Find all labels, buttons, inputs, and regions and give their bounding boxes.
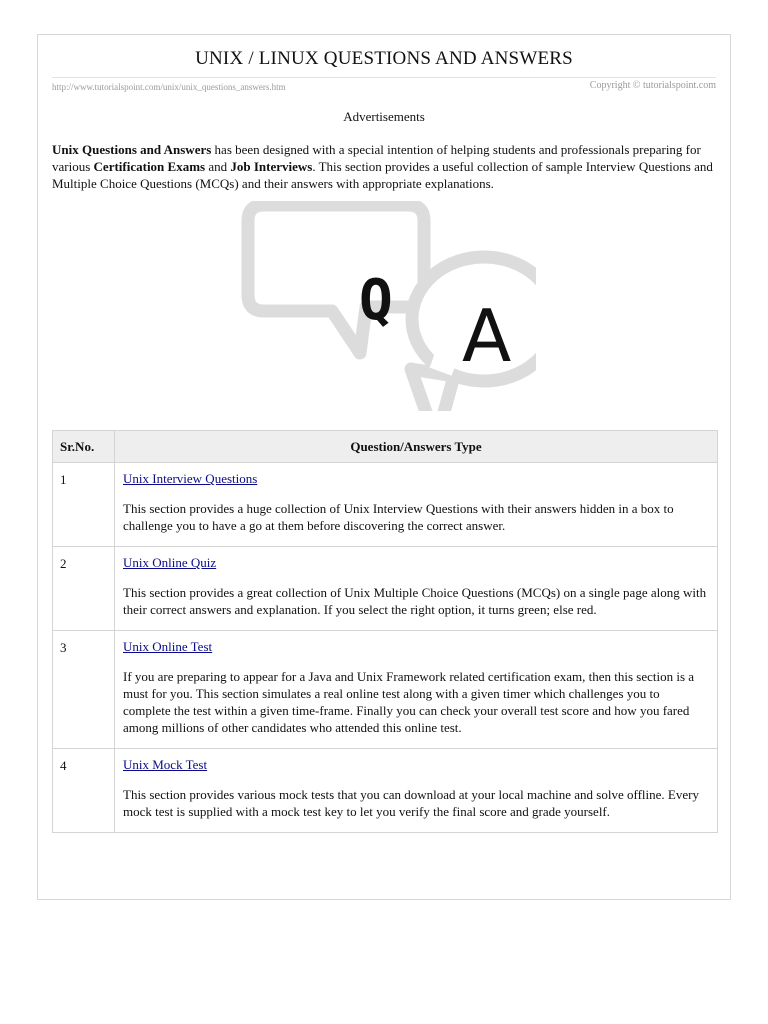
intro-bold-title: Unix Questions and Answers (52, 142, 212, 157)
table-row (53, 463, 718, 547)
a-letter: A (462, 294, 512, 378)
intro-bold-cert: Certification Exams (93, 159, 206, 174)
row-content (115, 749, 718, 833)
page-title: UNIX / LINUX QUESTIONS AND ANSWERS (195, 48, 573, 69)
row-description: This section provides various mock tests that you can download at your local machine and solve offline. Every mock test is supplied with a mock test key to let you verify the final score and grade yourself. (123, 787, 699, 819)
row-sr-number: 1 (53, 463, 115, 547)
advertisements-label: Advertisements (343, 109, 425, 124)
question-bubble-icon (248, 205, 424, 353)
page-frame (37, 34, 731, 900)
unix-online-test-link[interactable]: Unix Online Test (123, 639, 213, 654)
title-divider (52, 77, 716, 78)
table-header-row (53, 431, 718, 463)
row-description: If you are preparing to appear for a Java and Unix Framework related certification exam, then this section is a must for you. This section simulates a real online test along with a given timer which challenges you to complete the test within a given time-frame. Finally you can check your overall test score and how you fared among millions of other candidates who attended this online test. (123, 669, 695, 735)
table-row (53, 547, 718, 631)
row-sr-number: 4 (53, 749, 115, 833)
row-sr-number: 2 (53, 547, 115, 631)
table-row (53, 749, 718, 833)
intro-text-1: has been designed with a special intention of helping students and professionals preparing for various (52, 142, 701, 174)
row-content (115, 631, 718, 749)
unix-interview-questions-link[interactable]: Unix Interview Questions (123, 471, 258, 486)
intro-text-2: and (205, 159, 231, 174)
qa-types-table (52, 430, 718, 833)
intro-bold-jobs: Job Interviews (230, 159, 313, 174)
unix-mock-test-link[interactable]: Unix Mock Test (123, 757, 208, 772)
source-url: http://www.tutorialspoint.com/unix/unix_questions_answers.htm (52, 82, 286, 92)
row-content (115, 547, 718, 631)
header-sr-no: Sr.No. (53, 431, 115, 463)
qa-bubbles-illustration (236, 201, 536, 411)
q-letter: Q (359, 268, 393, 333)
row-description: This section provides a great collection of Unix Multiple Choice Questions (MCQs) on a single page along with their correct answers and explanation. If you select the right option, it turns green; else red. (123, 585, 707, 617)
row-sr-number: 3 (53, 631, 115, 749)
header-qa-type: Question/Answers Type (115, 431, 718, 463)
table-row (53, 631, 718, 749)
unix-online-quiz-link[interactable]: Unix Online Quiz (123, 555, 217, 570)
row-description: This section provides a huge collection of Unix Interview Questions with their answers hidden in a box to challenge you to have a go at them before discovering the correct answer. (123, 501, 674, 533)
row-content (115, 463, 718, 547)
copyright-notice: Copyright © tutorialspoint.com (589, 80, 716, 91)
intro-paragraph (52, 141, 718, 192)
intro-text-3: . This section provides a useful collection of sample Interview Questions and Multiple Choice Questions (MCQs) and their answers with appropriate explanations. (52, 159, 713, 191)
